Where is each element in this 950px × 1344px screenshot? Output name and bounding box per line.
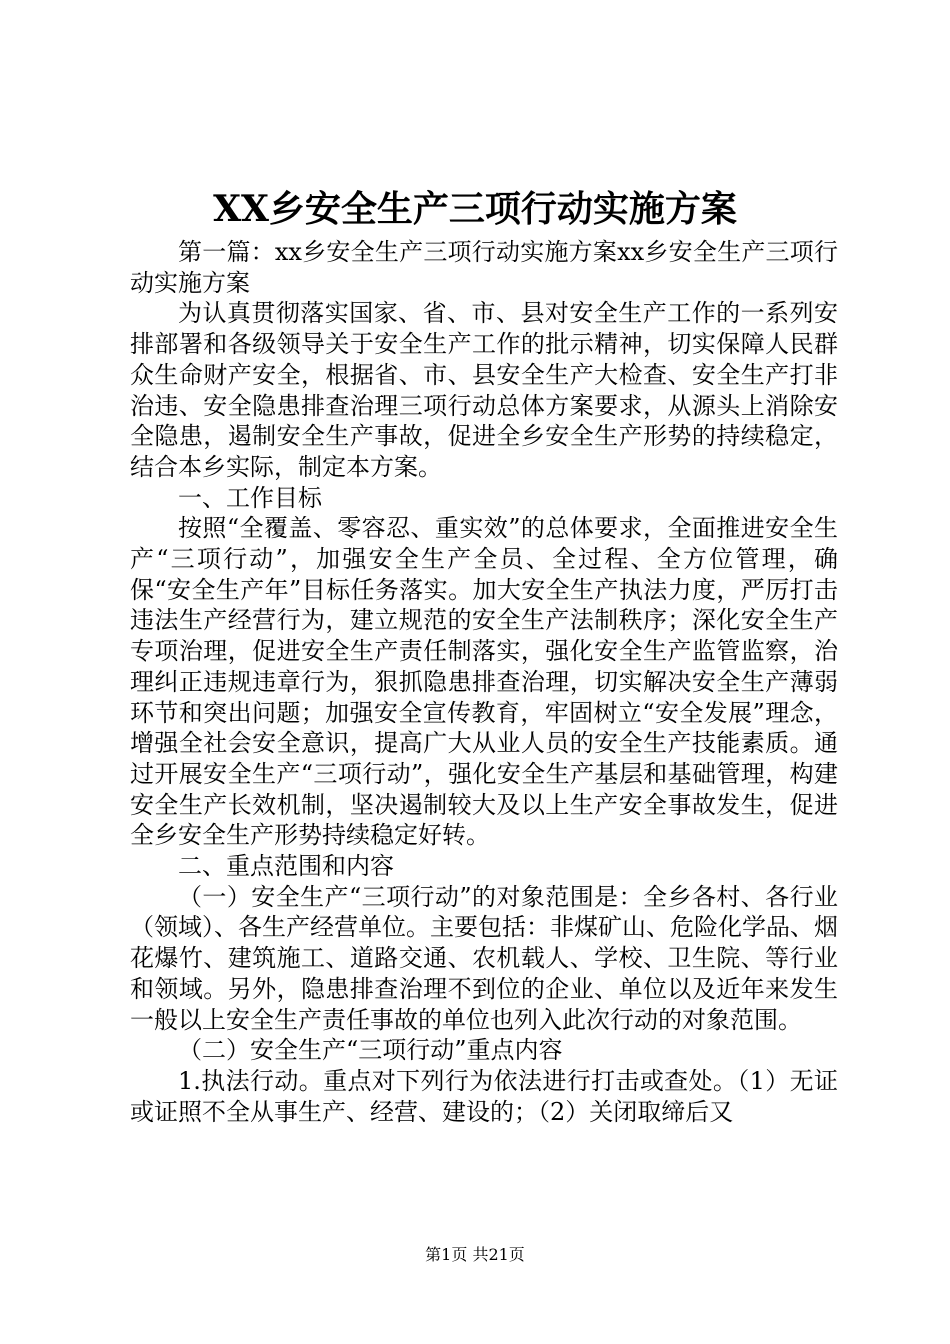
paragraph-scope: （一）安全生产“三项行动”的对象范围是：全乡各村、各行业（领域）、各生产经营单位。主要包括：非煤矿山、危险化学品、烟花爆竹、建筑施工、道路交通、农机载人、学校、卫生院、等行业和领域。另外，隐患排查治理不到位的企业、单位以及近年来发生一般以上安全生产责任事故的单位也列入此次行动的对象范围。	[130, 882, 838, 1034]
document-body	[130, 237, 838, 1127]
paragraph-intro: 为认真贯彻落实国家、省、市、县对安全生产工作的一系列安排部署和各级领导关于安全生产工作的批示精神，切实保障人民群众生命财产安全，根据省、市、县安全生产大检查、安全生产打非治违、安全隐患排查治理三项行动总体方案要求，从源头上消除安全隐患，遏制安全生产事故，促进全乡安全生产形势的持续稳定，结合本乡实际，制定本方案。	[130, 299, 838, 481]
page-footer: 第1页 共21页	[425, 1245, 525, 1264]
document-title: XX乡安全生产三项行动实施方案	[213, 188, 737, 230]
paragraph-chapter-heading: 第一篇：xx乡安全生产三项行动实施方案xx乡安全生产三项行动实施方案	[130, 238, 838, 297]
section-heading-scope: 二、重点范围和内容	[178, 852, 394, 881]
subsection-heading-key-content: （二）安全生产“三项行动”重点内容	[178, 1036, 563, 1065]
paragraph-goals: 按照“全覆盖、零容忍、重实效”的总体要求，全面推进安全生产“三项行动”，加强安全生产全员、全过程、全方位管理，确保“安全生产年”目标任务落实。加大安全生产执法力度，严厉打击违法生产经营行为，建立规范的安全生产法制秩序；深化安全生产专项治理，促进安全生产责任制落实，强化安全生产监管监察，治理纠正违规违章行为，狠抓隐患排查治理，切实解决安全生产薄弱环节和突出问题；加强安全宣传教育，牢固树立“安全发展”理念，增强全社会安全意识，提高广大从业人员的安全生产技能素质。通过开展安全生产“三项行动”，强化安全生产基层和基础管理，构建安全生产长效机制，坚决遏制较大及以上生产安全事故发生，促进全乡安全生产形势持续稳定好转。	[130, 514, 838, 850]
section-heading-goals: 一、工作目标	[178, 483, 322, 512]
paragraph-enforcement: 1.执法行动。重点对下列行为依法进行打击或查处。（1）无证或证照不全从事生产、经营、建设的；（2）关闭取缔后又	[130, 1066, 838, 1126]
